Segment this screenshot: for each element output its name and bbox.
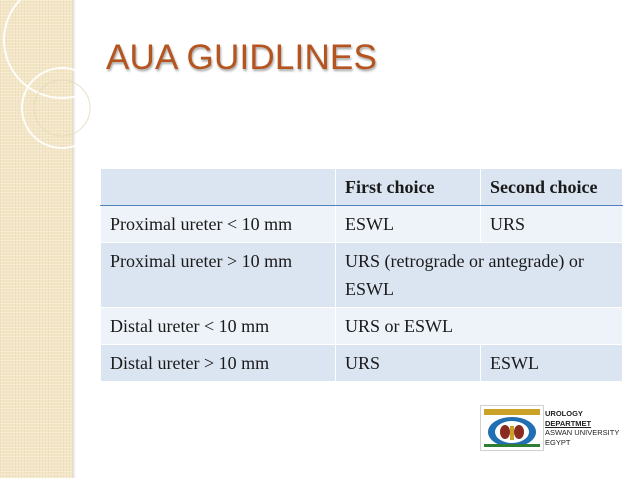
urology-department-logo-icon	[480, 405, 544, 451]
header-cell-first-choice: First choice	[336, 169, 481, 206]
logo-line-urology: UROLOGY	[545, 409, 583, 418]
table-row	[101, 243, 623, 308]
row-label: Proximal ureter < 10 mm	[101, 206, 336, 243]
logo-line-university: ASWAN UNIVERSITY	[545, 428, 620, 437]
first-choice-cell: URS	[336, 345, 481, 382]
second-choice-cell: URS	[481, 206, 623, 243]
table-row	[101, 308, 623, 345]
logo-line-country: EGYPT	[545, 437, 571, 447]
header-cell-second-choice: Second choice	[481, 169, 623, 206]
header-cell-empty	[101, 169, 336, 206]
table-row	[101, 345, 623, 382]
logo-line-department: DEPARTMET	[545, 418, 592, 428]
row-label: Distal ureter < 10 mm	[101, 308, 336, 345]
second-choice-cell: ESWL	[481, 345, 623, 382]
first-choice-cell: URS or ESWL	[336, 308, 623, 345]
decorative-circles	[0, 0, 110, 170]
first-choice-cell: URS (retrograde or antegrade) or ESWL	[336, 243, 623, 308]
table-row	[101, 206, 623, 243]
logo-caption	[545, 409, 619, 447]
first-choice-cell: ESWL	[336, 206, 481, 243]
row-label: Proximal ureter > 10 mm	[101, 243, 336, 308]
guidelines-table	[100, 168, 623, 382]
slide-title: AUA GUIDLINES	[106, 38, 378, 77]
table-header-row	[101, 169, 623, 206]
row-label: Distal ureter > 10 mm	[101, 345, 336, 382]
